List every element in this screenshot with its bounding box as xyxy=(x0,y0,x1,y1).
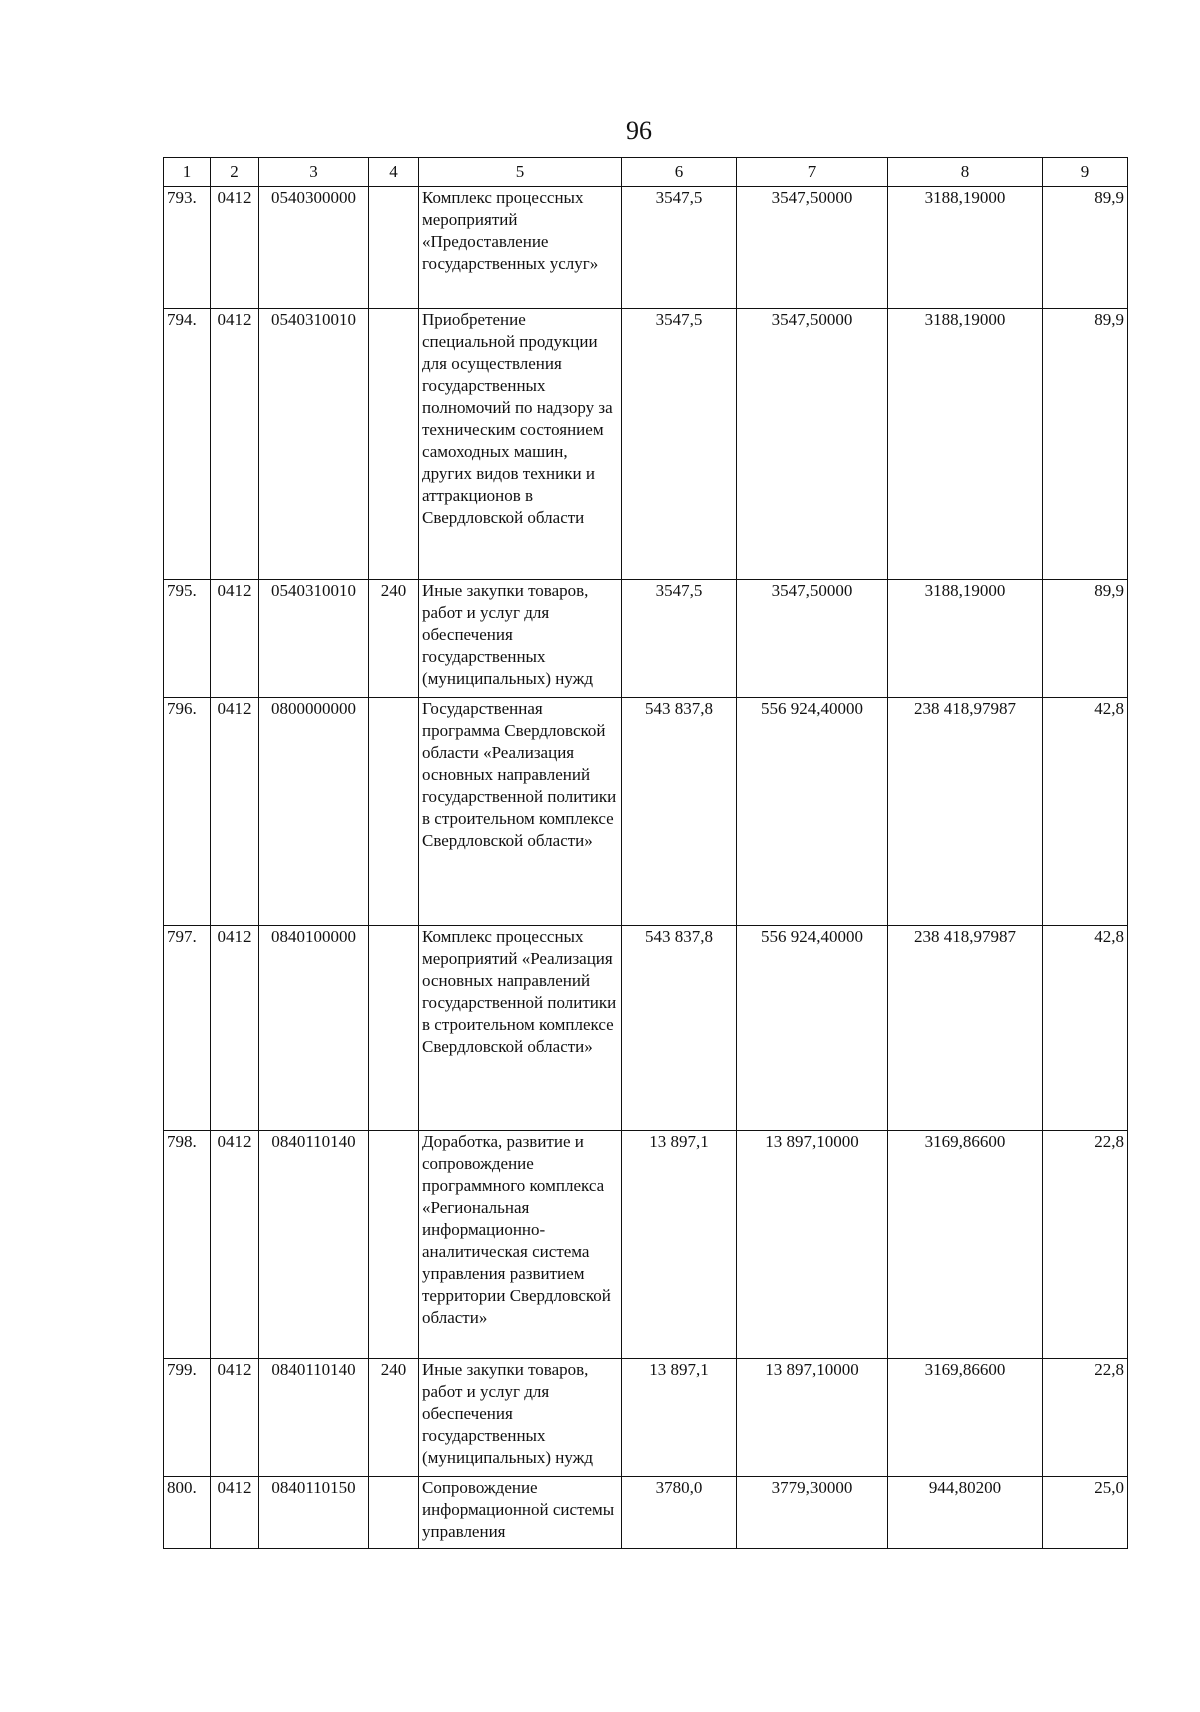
header-cell: 8 xyxy=(888,158,1043,187)
target-code: 0800000000 xyxy=(259,698,369,926)
value-col-8: 3169,86600 xyxy=(888,1359,1043,1477)
value-col-6: 3547,5 xyxy=(622,580,737,698)
target-code: 0540310010 xyxy=(259,309,369,580)
row-number: 797. xyxy=(164,926,211,1131)
header-cell: 1 xyxy=(164,158,211,187)
row-number: 798. xyxy=(164,1131,211,1359)
expense-type xyxy=(369,1477,419,1549)
section-code: 0412 xyxy=(211,309,259,580)
table-row xyxy=(164,187,1128,309)
section-code: 0412 xyxy=(211,1131,259,1359)
section-code: 0412 xyxy=(211,580,259,698)
value-col-8: 238 418,97987 xyxy=(888,698,1043,926)
table-row xyxy=(164,309,1128,580)
budget-table xyxy=(163,157,1128,1549)
item-name: Комплекс процессных мероприятий «Предоставление государственных услуг» xyxy=(419,187,622,309)
row-number: 796. xyxy=(164,698,211,926)
value-col-9: 22,8 xyxy=(1043,1131,1128,1359)
table-row xyxy=(164,1477,1128,1549)
table-row xyxy=(164,580,1128,698)
table-row xyxy=(164,926,1128,1131)
table-row xyxy=(164,1359,1128,1477)
value-col-9: 89,9 xyxy=(1043,580,1128,698)
value-col-7: 13 897,10000 xyxy=(737,1359,888,1477)
expense-type: 240 xyxy=(369,1359,419,1477)
value-col-8: 3188,19000 xyxy=(888,187,1043,309)
item-name: Приобретение специальной продукции для осуществления государственных полномочий по надзору за техническим состоянием самоходных машин, других видов техники и аттракционов в Свердловской области xyxy=(419,309,622,580)
value-col-9: 89,9 xyxy=(1043,309,1128,580)
target-code: 0540300000 xyxy=(259,187,369,309)
value-col-8: 238 418,97987 xyxy=(888,926,1043,1131)
item-name: Сопровождение информационной системы управления xyxy=(419,1477,622,1549)
table-row xyxy=(164,1131,1128,1359)
value-col-6: 3547,5 xyxy=(622,187,737,309)
value-col-9: 25,0 xyxy=(1043,1477,1128,1549)
value-col-6: 13 897,1 xyxy=(622,1131,737,1359)
header-cell: 3 xyxy=(259,158,369,187)
row-number: 795. xyxy=(164,580,211,698)
expense-type xyxy=(369,309,419,580)
header-cell: 5 xyxy=(419,158,622,187)
table-body xyxy=(164,187,1128,1549)
value-col-7: 3547,50000 xyxy=(737,187,888,309)
header-cell: 7 xyxy=(737,158,888,187)
item-name: Комплекс процессных мероприятий «Реализация основных направлений государственной политики в строительном комплексе Свердловской области» xyxy=(419,926,622,1131)
expense-type xyxy=(369,187,419,309)
value-col-7: 556 924,40000 xyxy=(737,926,888,1131)
item-name: Доработка, развитие и сопровождение программного комплекса «Региональная информационно-аналитическая система управления развитием территории Свердловской области» xyxy=(419,1131,622,1359)
section-code: 0412 xyxy=(211,1359,259,1477)
value-col-7: 3779,30000 xyxy=(737,1477,888,1549)
expense-type: 240 xyxy=(369,580,419,698)
header-row xyxy=(164,158,1128,187)
section-code: 0412 xyxy=(211,187,259,309)
item-name: Иные закупки товаров, работ и услуг для обеспечения государственных (муниципальных) нужд xyxy=(419,1359,622,1477)
value-col-9: 89,9 xyxy=(1043,187,1128,309)
page-number: 96 xyxy=(626,116,652,145)
value-col-7: 13 897,10000 xyxy=(737,1131,888,1359)
header-cell: 2 xyxy=(211,158,259,187)
value-col-7: 556 924,40000 xyxy=(737,698,888,926)
value-col-7: 3547,50000 xyxy=(737,309,888,580)
value-col-7: 3547,50000 xyxy=(737,580,888,698)
target-code: 0840110140 xyxy=(259,1359,369,1477)
header-cell: 6 xyxy=(622,158,737,187)
item-name: Государственная программа Свердловской области «Реализация основных направлений государственной политики в строительном комплексе Свердловской области» xyxy=(419,698,622,926)
value-col-8: 3169,86600 xyxy=(888,1131,1043,1359)
item-name: Иные закупки товаров, работ и услуг для обеспечения государственных (муниципальных) нужд xyxy=(419,580,622,698)
target-code: 0540310010 xyxy=(259,580,369,698)
value-col-6: 13 897,1 xyxy=(622,1359,737,1477)
row-number: 800. xyxy=(164,1477,211,1549)
value-col-8: 3188,19000 xyxy=(888,309,1043,580)
value-col-6: 543 837,8 xyxy=(622,926,737,1131)
row-number: 799. xyxy=(164,1359,211,1477)
value-col-8: 3188,19000 xyxy=(888,580,1043,698)
value-col-6: 3780,0 xyxy=(622,1477,737,1549)
target-code: 0840110150 xyxy=(259,1477,369,1549)
section-code: 0412 xyxy=(211,698,259,926)
header-cell: 9 xyxy=(1043,158,1128,187)
target-code: 0840110140 xyxy=(259,1131,369,1359)
value-col-9: 42,8 xyxy=(1043,926,1128,1131)
value-col-9: 22,8 xyxy=(1043,1359,1128,1477)
value-col-9: 42,8 xyxy=(1043,698,1128,926)
target-code: 0840100000 xyxy=(259,926,369,1131)
header-cell: 4 xyxy=(369,158,419,187)
section-code: 0412 xyxy=(211,926,259,1131)
expense-type xyxy=(369,926,419,1131)
expense-type xyxy=(369,698,419,926)
value-col-6: 3547,5 xyxy=(622,309,737,580)
expense-type xyxy=(369,1131,419,1359)
row-number: 793. xyxy=(164,187,211,309)
section-code: 0412 xyxy=(211,1477,259,1549)
table-row xyxy=(164,698,1128,926)
table-header xyxy=(164,158,1128,187)
value-col-6: 543 837,8 xyxy=(622,698,737,926)
value-col-8: 944,80200 xyxy=(888,1477,1043,1549)
row-number: 794. xyxy=(164,309,211,580)
